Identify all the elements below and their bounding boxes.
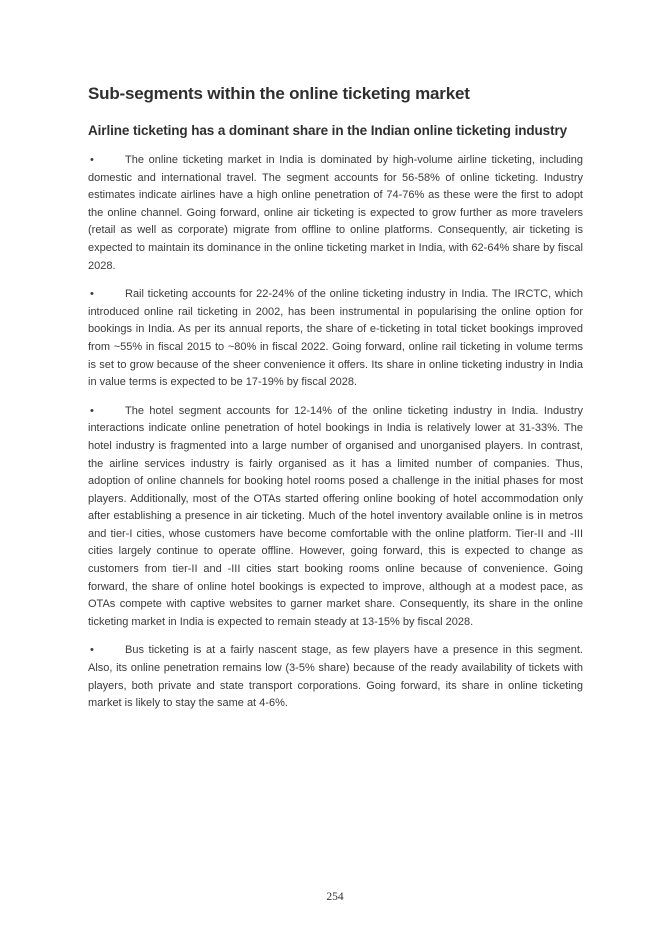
- bullet-marker-icon: •: [90, 644, 94, 657]
- page-number: 254: [326, 891, 344, 903]
- bullet-marker-icon: •: [90, 404, 94, 417]
- bullet-item: [88, 642, 583, 712]
- page-footer: [0, 887, 670, 905]
- bullet-item: [88, 152, 583, 275]
- section-heading: Airline ticketing has a dominant share in the Indian online ticketing industry: [88, 123, 568, 138]
- bullet-text: Bus ticketing is at a fairly nascent stage, as few players have a presence in this segment. Also, its online penetration remains low (3-5% share) because of the ready availability of tickets with players, both private and state transport corporations. Going forward, its share in online ticketing market is likely to stay the same at 4-6%.: [88, 644, 583, 710]
- bullet-text: The hotel segment accounts for 12-14% of the online ticketing industry in India. Industry interactions indicate online penetration of hotel bookings in India is relatively lower at 31-33%. The hotel industry is fragmented into a large number of organised and unorganised players. In contrast, the airline services industry is fairly organised as it has a limited number of companies. Thus, adoption of online channels for booking hotel rooms posed a challenge in the initial phases for most players. Additionally, most of the OTAs started offering online booking of hotel accommodation only after establishing a presence in air ticketing. Much of the hotel inventory available online is in metros and tier-I cities, whose customers have become comfortable with the online platform. Tier-II and -III cities largely continue to operate offline. However, going forward, this is expected to change as customers from tier-II and -III cities start booking rooms online because of convenience. Going forward, the share of online hotel bookings is expected to improve, although at a modest pace, as OTAs compete with captive websites to garner market share. Consequently, its share in the online ticketing market in India is expected to remain steady at 13-15% by fiscal 2028.: [88, 404, 583, 628]
- bullet-marker-icon: •: [90, 288, 94, 301]
- bullet-item: [88, 286, 583, 392]
- bullet-text: The online ticketing market in India is dominated by high-volume airline ticketing, including domestic and international travel. The segment accounts for 56-58% of online ticketing. Industry estimates indicate airlines have a high online penetration of 74-76% as these were the first to adopt the online channel. Going forward, online air ticketing is expected to grow further as more travelers (retail as well as corporate) migrate from offline to online platforms. Consequently, air ticketing is expected to maintain its dominance in the online ticketing market in India, with 62-64% share by fiscal 2028.: [88, 154, 583, 272]
- bullet-marker-icon: •: [90, 154, 94, 166]
- bullet-item: [88, 403, 583, 632]
- bullet-text: Rail ticketing accounts for 22-24% of the online ticketing industry in India. The IRCTC, which introduced online rail ticketing in 2002, has been instrumental in popularising the online option for bookings in India. As per its annual reports, the share of e-ticketing in total ticket bookings improved from ~55% in fiscal 2015 to ~80% in fiscal 2022. Going forward, online rail ticketing in volume terms is set to grow because of the sheer convenience it offers. Its share in online ticketing industry in India in value terms is expected to be 17-19% by fiscal 2028.: [88, 288, 583, 389]
- page-content: [88, 84, 583, 724]
- document-title: Sub-segments within the online ticketing market: [88, 84, 470, 103]
